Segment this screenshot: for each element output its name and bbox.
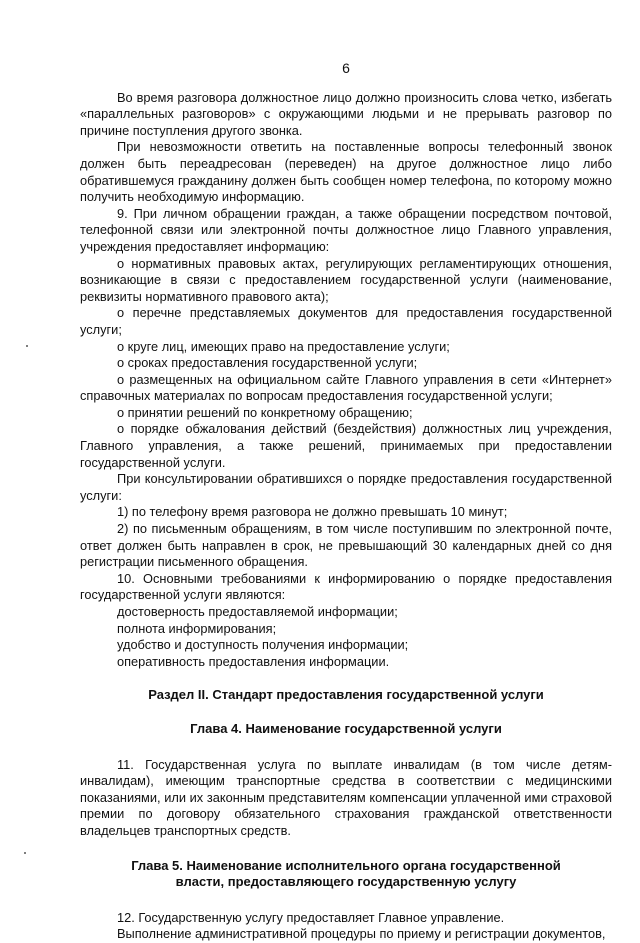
paragraph-11: 11. Государственная услуга по выплате инвалидам (в том числе детям-инвалидам), имеющим транспортные средства в соответствии с медицинскими показаниями, или их законным представителям компенсации уплаченной ими страховой премии по договору обязательного страхования гражданской ответственности владельцев транспортных средств. [80,756,612,838]
scan-speck [26,345,28,347]
info-item-decisions: о принятии решений по конкретному обращению; [117,404,413,420]
chapter-5-title-line-1: Глава 5. Наименование исполнительного органа государственной [131,857,561,873]
paragraph-conversation-rules: Во время разговора должностное лицо должно произносить слова четко, избегать «параллельных разговоров» с окружающими людьми и не прерывать разговор по причине поступления другого звонка. [80,89,612,138]
document-page [80,60,612,943]
info-item-appeals: о порядке обжалования действий (бездействия) должностных лиц учреждения, Главного управления, а также решений, принимаемых при предоставлении государственной услуги. [80,421,612,470]
requirement-item: удобство и доступность получения информации; [117,637,409,653]
paragraph-last: Выполнение административной процедуры по приему и регистрации документов, [117,926,606,942]
chapter-5-title-line-2: власти, предоставляющего государственную услугу [175,874,517,890]
section-title: Раздел II. Стандарт предоставления государственной услуги [148,687,544,703]
paragraph-call-redirect: При невозможности ответить на поставленные вопросы телефонный звонок должен быть переадресован (переведен) на другое должностное лицо либо обратившемуся гражданину должен быть сообщен номер телефона, по которому можно получить необходимую информацию. [80,139,612,205]
paragraph-12: 12. Государственную услугу предоставляет Главное управление. [117,909,505,925]
consulting-written: 2) по письменным обращениям, в том числе поступившим по электронной почте, ответ должен быть направлен в срок, не превышающий 30 календарных дней со дня регистрации письменного обращения. [80,521,612,570]
consulting-phone: 1) по телефону время разговора не должно превышать 10 минут; [117,504,508,520]
scan-speck [24,852,26,854]
info-item-website-materials: о размещенных на официальном сайте Главного управления в сети «Интернет» справочных материалах по вопросам предоставления государственной услуги; [80,371,612,404]
page-number: 6 [342,60,350,76]
requirement-item: оперативность предоставления информации. [117,653,390,669]
info-item-documents-list: о перечне представляемых документов для предоставления государственной услуги; [80,305,612,337]
requirement-item: полнота информирования; [117,620,277,636]
info-item-eligible-persons: о круге лиц, имеющих право на предоставление услуги; [117,338,450,354]
paragraph-10: 10. Основными требованиями к информированию о порядке предоставления государственной услуги являются: [80,570,612,603]
requirement-item: достоверность предоставляемой информации; [117,604,398,619]
chapter-4-title: Глава 4. Наименование государственной услуги [190,720,502,736]
chapter-5-title [80,858,612,891]
info-item-deadlines: о сроках предоставления государственной услуги; [117,355,418,371]
info-item-normative-acts: о нормативных правовых актах, регулирующих регламентирующих отношения, возникающие в связи с предоставлением государственной услуги (наименование, реквизиты нормативного правового акта); [80,255,612,304]
paragraph-consulting: При консультировании обратившихся о порядке предоставления государственной услуги: [80,471,612,503]
paragraph-9: 9. При личном обращении граждан, а также обращении посредством почтовой, телефонной связи или электронной почты должностное лицо Главного управления, учреждения предоставляет информацию: [80,205,612,254]
